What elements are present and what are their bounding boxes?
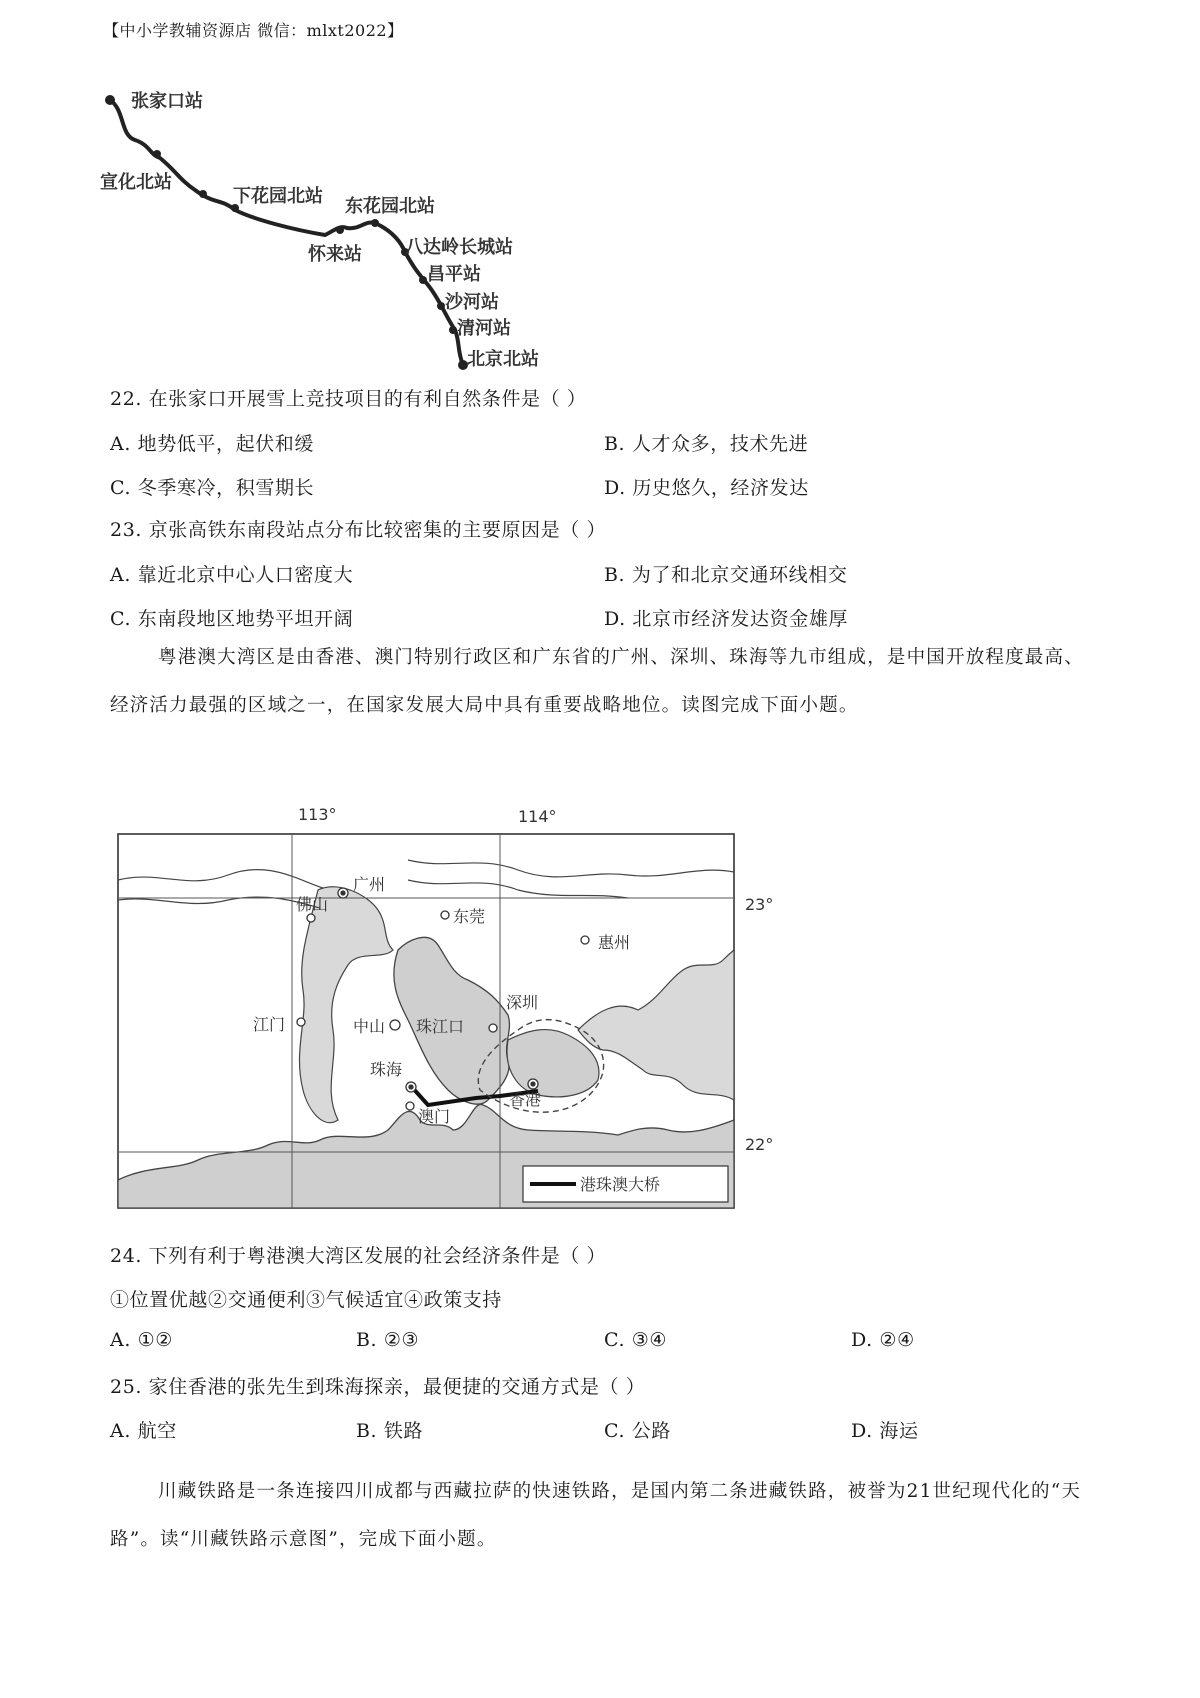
- station-label: 张家口站: [131, 91, 203, 112]
- option-25d: D. 海运: [851, 1420, 919, 1442]
- option-23d: D. 北京市经济发达资金雄厚: [604, 608, 849, 630]
- option-22c: C. 冬季寒冷，积雪期长: [110, 477, 315, 499]
- station-label: 东花园北站: [345, 196, 435, 217]
- option-24d: D. ②④: [851, 1329, 915, 1351]
- city-label: 深圳: [506, 993, 539, 1012]
- station-label: 清河站: [457, 318, 511, 339]
- option-23a: A. 靠近北京中心人口密度大: [110, 564, 354, 586]
- city-label: 佛山: [296, 895, 329, 914]
- lon-label: 113°: [298, 805, 337, 824]
- city-label: 东莞: [453, 907, 486, 926]
- city-label: 珠海: [370, 1060, 403, 1079]
- option-23c: C. 东南段地区地势平坦开阔: [110, 608, 354, 630]
- option-25a: A. 航空: [110, 1420, 177, 1442]
- option-24a: A. ①②: [110, 1329, 173, 1351]
- question-24: 24. 下列有利于粤港澳大湾区发展的社会经济条件是（ ）: [110, 1245, 607, 1267]
- lon-label: 114°: [518, 807, 557, 826]
- station-label: 八达岭长城站: [405, 237, 513, 258]
- watermark-header: 【中小学教辅资源店 微信：mlxt2022】: [103, 21, 404, 40]
- station-label: 怀来站: [308, 244, 362, 265]
- question-24-statements: ①位置优越②交通便利③气候适宜④政策支持: [110, 1289, 503, 1311]
- rail-line: [110, 100, 463, 365]
- station-label: 宣化北站: [100, 172, 172, 193]
- question-22: 22. 在张家口开展雪上竞技项目的有利自然条件是（ ）: [110, 388, 587, 410]
- option-22a: A. 地势低平，起伏和缓: [110, 433, 315, 455]
- city-label: 惠州: [598, 933, 631, 952]
- option-25b: B. 铁路: [356, 1420, 424, 1442]
- station-label: 下花园北站: [233, 186, 323, 207]
- city-label: 澳门: [418, 1107, 451, 1126]
- city-label: 香港: [509, 1090, 542, 1109]
- bay-area-intro: 粤港澳大湾区是由香港、澳门特别行政区和广东省的广州、深圳、珠海等九市组成，是中国开放程度最高、经济活力最强的区域之一，在国家发展大局中具有重要战略地位。读图完成下面小题。: [110, 647, 1084, 716]
- option-25c: C. 公路: [604, 1420, 671, 1442]
- option-22b: B. 人才众多，技术先进: [604, 433, 809, 455]
- option-24c: C. ③④: [604, 1329, 668, 1351]
- lat-label: 23°: [745, 895, 774, 914]
- city-label: 江门: [253, 1015, 286, 1034]
- beijing-zhangjiakou-rail-map: [95, 80, 565, 390]
- city-label: 中山: [353, 1017, 386, 1036]
- city-label: 广州: [353, 875, 386, 894]
- station-label: 昌平站: [427, 264, 481, 285]
- station-label: 沙河站: [445, 292, 499, 313]
- greater-bay-area-map: [108, 800, 788, 1220]
- city-label: 珠江口: [416, 1017, 465, 1036]
- question-23: 23. 京张高铁东南段站点分布比较密集的主要原因是（ ）: [110, 519, 607, 541]
- option-23b: B. 为了和北京交通环线相交: [604, 564, 848, 586]
- option-24b: B. ②③: [356, 1329, 420, 1351]
- station-label: 北京北站: [467, 349, 539, 370]
- option-22d: D. 历史悠久，经济发达: [604, 477, 809, 499]
- legend-label: 港珠澳大桥: [580, 1175, 661, 1194]
- question-25: 25. 家住香港的张先生到珠海探亲，最便捷的交通方式是（ ）: [110, 1376, 646, 1398]
- lat-label: 22°: [745, 1135, 774, 1154]
- sichuan-tibet-railway-intro: 川藏铁路是一条连接四川成都与西藏拉萨的快速铁路，是国内第二条进藏铁路，被誉为21世纪现代化的“天路”。读“川藏铁路示意图”，完成下面小题。: [110, 1481, 1082, 1550]
